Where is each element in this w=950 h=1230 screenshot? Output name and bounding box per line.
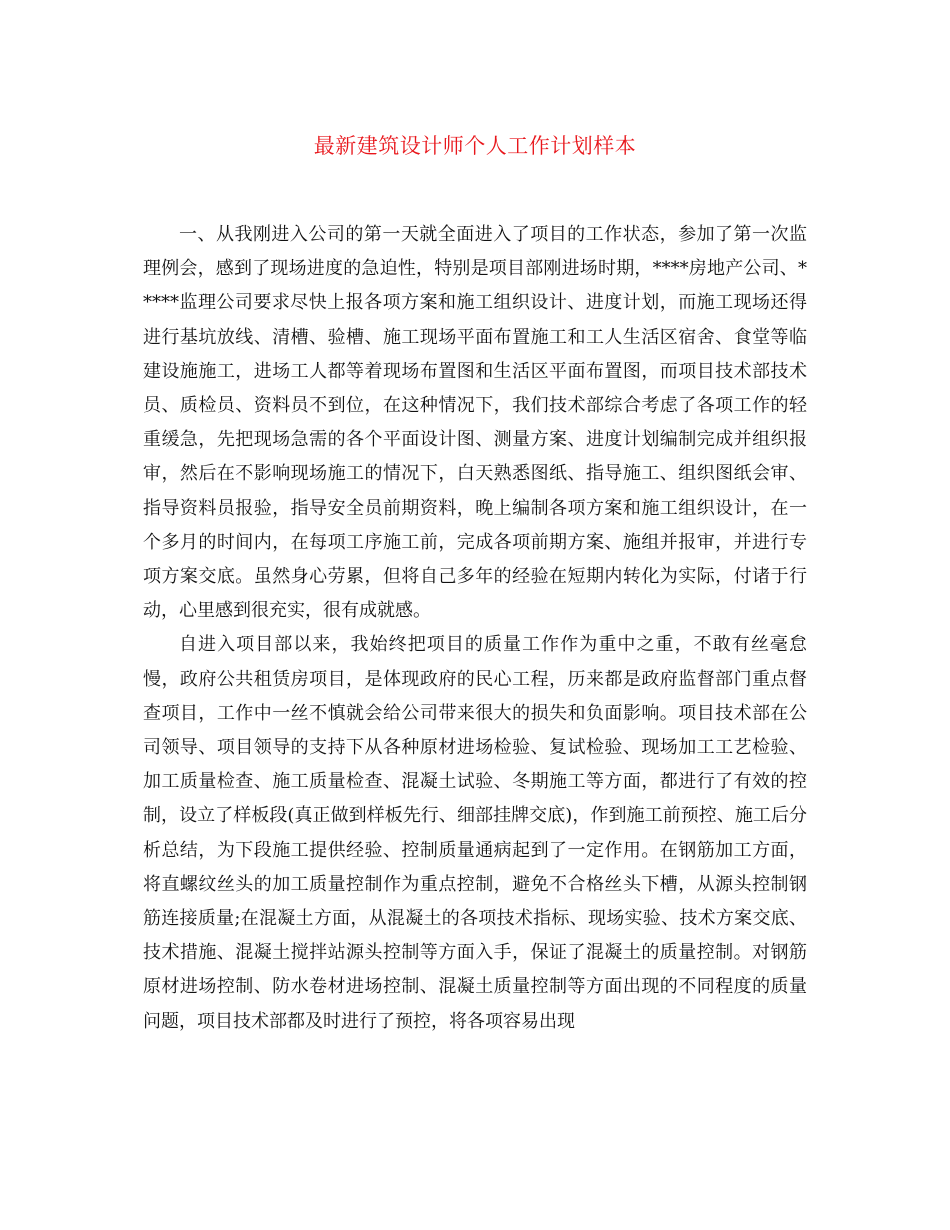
paragraph-1: 一、从我刚进入公司的第一天就全面进入了项目的工作状态，参加了第一次监理例会，感到了现场进度的急迫性，特别是项目部刚进场时期，****房地产公司、*****监理公司要求尽快上报各项方案和施工组织设计、进度计划，而施工现场还得进行基坑放线、清槽、验槽、施工现场平面布置施工和工人生活区宿舍、食堂等临建设施施工，进场工人都等着现场布置图和生活区平面布置图，而项目技术部技术员、质检员、资料员不到位，在这种情况下，我们技术部综合考虑了各项工作的轻重缓急，先把现场急需的各个平面设计图、测量方案、进度计划编制完成并组织报审，然后在不影响现场施工的情况下，白天熟悉图纸、指导施工、组织图纸会审、指导资料员报验，指导安全员前期资料，晚上编制各项方案和施工组织设计，在一个多月的时间内，在每项工序施工前，完成各项前期方案、施组并报审，并进行专项方案交底。虽然身心劳累，但将自己多年的经验在短期内转化为实际，付诸于行动，心里感到很充实，很有成就感。 — [143, 224, 807, 622]
document-body — [143, 218, 807, 1039]
document-title: 最新建筑设计师个人工作计划样本 — [313, 134, 637, 158]
paragraph-2: 自进入项目部以来，我始终把项目的质量工作作为重中之重，不敢有丝毫怠慢，政府公共租赁房项目，是体现政府的民心工程，历来都是政府监督部门重点督查项目，工作中一丝不慎就会给公司带来很大的损失和负面影响。项目技术部在公司领导、项目领导的支持下从各种原材进场检验、复试检验、现场加工工艺检验、加工质量检查、施工质量检查、混凝土试验、冬期施工等方面，都进行了有效的控制，设立了样板段(真正做到样板先行、细部挂牌交底)，作到施工前预控、施工后分析总结，为下段施工提供经验、控制质量通病起到了一定作用。在钢筋加工方面，将直螺纹丝头的加工质量控制作为重点控制，避免不合格丝头下槽，从源头控制钢筋连接质量;在混凝土方面，从混凝土的各项技术指标、现场实验、技术方案交底、技术措施、混凝土搅拌站源头控制等方面入手，保证了混凝土的质量控制。对钢筋原材进场控制、防水卷材进场控制、混凝土质量控制等方面出现的不同程度的质量问题，项目技术部都及时进行了预控，将各项容易出现 — [143, 634, 807, 1032]
